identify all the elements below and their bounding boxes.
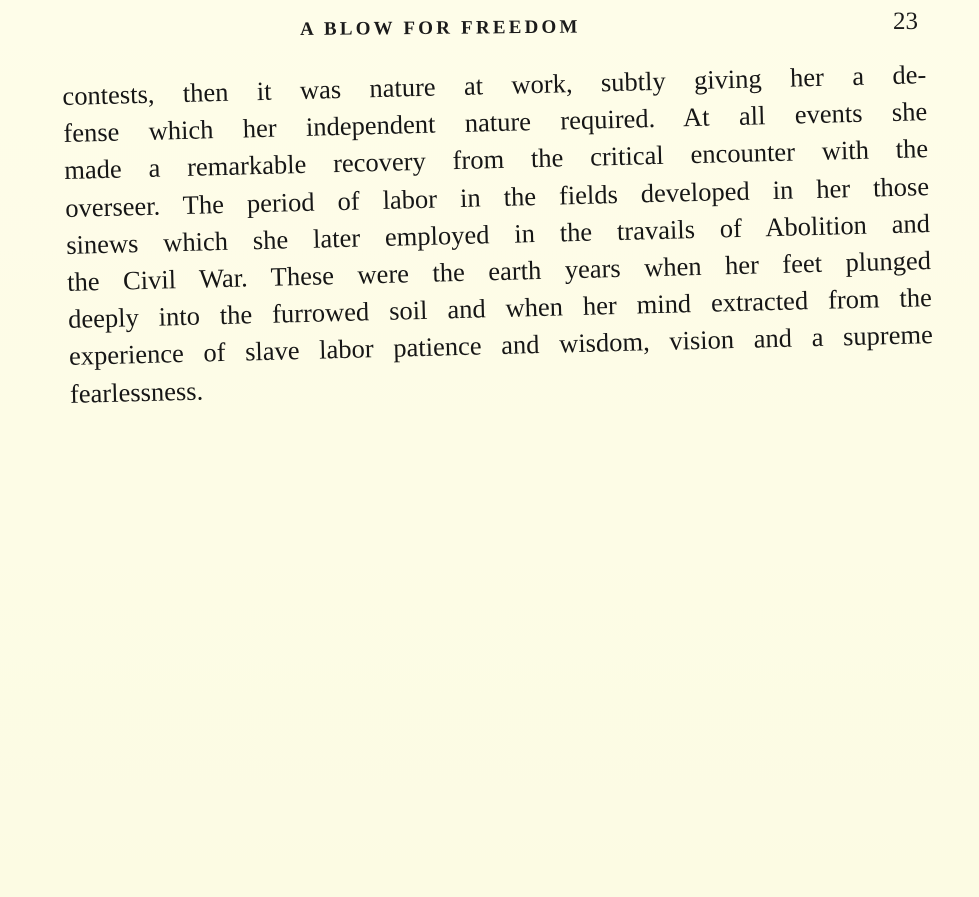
body-paragraph bbox=[62, 56, 934, 412]
text-line-last: fearlessness. bbox=[69, 375, 204, 409]
page-number: 23 bbox=[893, 8, 918, 35]
text-line: deeply into the furrowed soil and when her mind extracted from the bbox=[67, 282, 933, 335]
text-line: overseer. The period of labor in the fields developed in her those bbox=[64, 170, 930, 223]
text-line: the Civil War. These were the earth years when her feet plunged bbox=[66, 245, 932, 297]
text-line: fense which her independent nature required. At all events she bbox=[63, 96, 928, 149]
text-line: sinews which she later employed in the travails of Abolition and bbox=[65, 207, 931, 260]
text-line: made a remarkable recovery from the critical encounter with the bbox=[63, 133, 929, 186]
running-head: A BLOW FOR FREEDOM bbox=[300, 16, 581, 40]
text-line: contests, then it was nature at work, subtly giving her a de- bbox=[62, 59, 927, 111]
text-line: experience of slave labor patience and wisdom, vision and a supreme bbox=[68, 319, 934, 372]
